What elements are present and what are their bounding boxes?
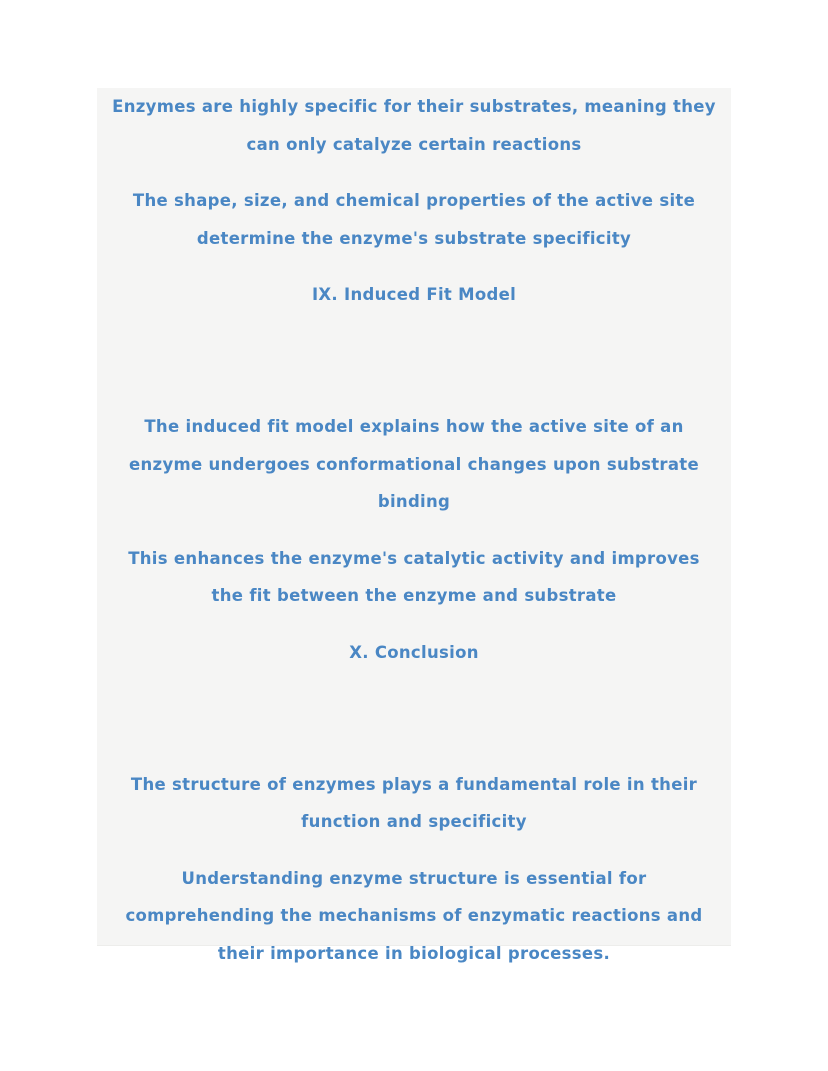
paragraph xyxy=(97,766,731,841)
blank-paragraph xyxy=(97,333,731,390)
blank-line xyxy=(97,690,731,747)
paragraph-line: Understanding enzyme structure is essential for xyxy=(181,868,647,888)
section-heading xyxy=(97,634,731,672)
paragraph-line: The shape, size, and chemical properties of the active site xyxy=(132,191,696,210)
document-page xyxy=(97,88,731,963)
paragraph-line: can only catalyze certain reactions xyxy=(246,134,582,154)
paragraph-line: binding xyxy=(377,492,451,511)
paragraph-line: enzyme undergoes conformational changes upon substrate xyxy=(129,454,699,474)
paragraph-line: the fit between the enzyme and substrate xyxy=(211,586,617,605)
paragraph-line: comprehending the mechanisms of enzymatic reactions and xyxy=(125,906,703,925)
paragraph xyxy=(97,88,731,163)
paragraph-line: determine the enzyme's substrate specificity xyxy=(196,228,632,248)
section-heading-line: IX. Induced Fit Model xyxy=(311,285,517,304)
section-heading xyxy=(97,276,731,314)
paragraph-line: The structure of enzymes plays a fundamental role in their xyxy=(130,774,698,794)
paragraph xyxy=(97,860,731,973)
paragraph xyxy=(97,408,731,521)
blank-paragraph xyxy=(97,690,731,747)
paragraph xyxy=(97,182,731,257)
section-heading-line: X. Conclusion xyxy=(349,642,479,662)
paragraph-line: The induced fit model explains how the active site of an xyxy=(144,417,684,436)
paragraph-line: This enhances the enzyme's catalytic activity and improves xyxy=(128,548,700,568)
paragraph-line: Enzymes are highly specific for their substrates, meaning they xyxy=(112,97,716,116)
blank-line xyxy=(97,333,731,390)
paragraph xyxy=(97,540,731,615)
paragraph-line: function and specificity xyxy=(301,812,527,831)
paragraph-line: their importance in biological processes. xyxy=(217,943,611,963)
